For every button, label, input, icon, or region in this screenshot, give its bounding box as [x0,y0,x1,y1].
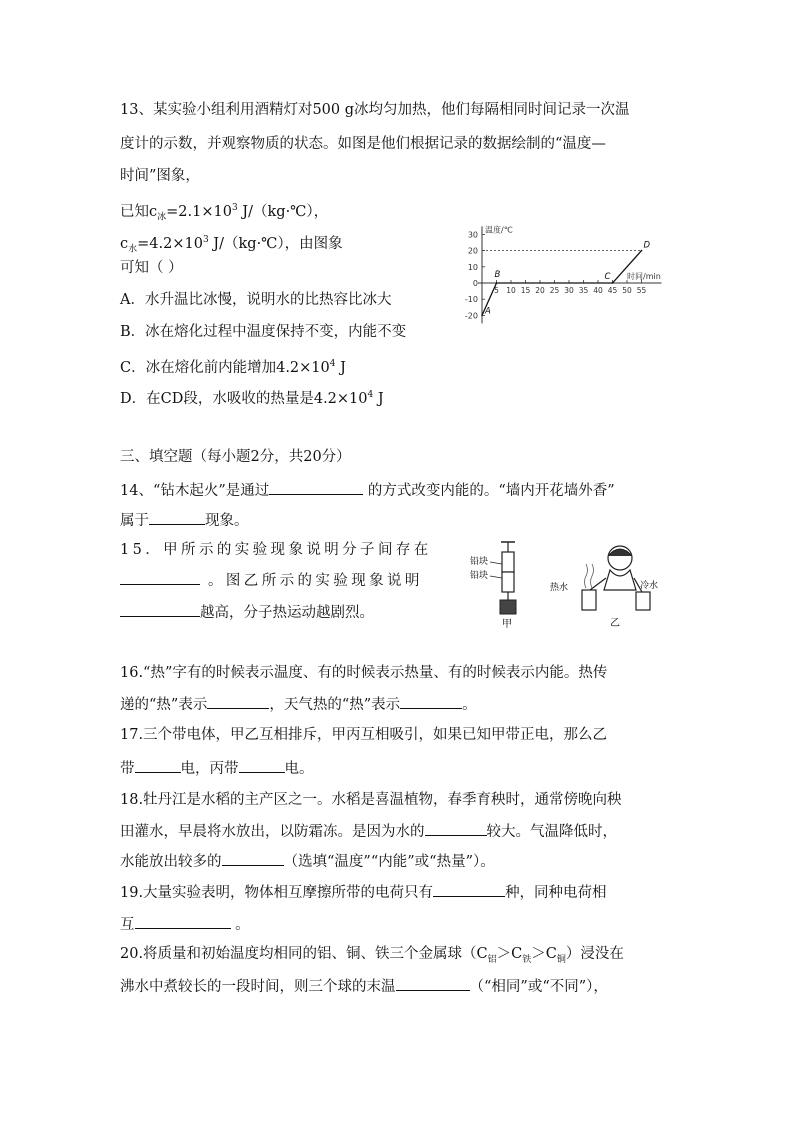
lead-label-1: 铅块 [470,557,489,567]
q15-line1: 15．甲所示的实验现象说明分子间存在 [120,542,432,558]
q13-c-water: $c_水=4.2\times 10^3$ J/（kg·℃），由图象 [120,235,343,255]
q13-line1: 13、某实验小组利用酒精灯对500 g冰均匀加热，他们每隔相同时间记录一次温 [120,102,630,118]
q14-line2: 属于 现象。 [120,510,249,531]
hot-water-cup [582,590,596,610]
lower-lead-block [502,572,514,592]
q15-line2: 。图乙所示的实验现象说明 [120,570,423,591]
q13-line6: 可知（ ） [120,260,183,276]
q18-line3: 水能放出较多的 （选填“温度”“内能”或“热量”）。 [120,851,495,872]
q18-blank-2[interactable] [222,851,284,866]
x-tick-label: 35 [578,286,589,295]
x-tick-label: 15 [520,286,531,295]
temperature-time-chart [452,196,682,340]
q13-option-a: A．水升温比冰慢，说明水的比热容比冰大 [120,292,392,308]
y-axis-label: 温度/℃ [485,225,513,235]
q19-blank-1[interactable] [433,882,505,897]
x-tick-label: 45 [607,286,618,295]
q16-blank-2[interactable] [400,694,462,709]
q15-blank-2[interactable] [120,602,200,617]
point-label-c: C [604,272,611,282]
q19-line2: 互 。 [120,914,250,935]
q15-line3: 越高，分子热运动越剧烈。 [120,602,374,623]
x-tick-label: 25 [549,286,560,295]
lead-label-2: 铅块 [470,571,489,581]
q17-blank-2[interactable] [239,758,285,773]
point-c [612,282,614,284]
q13-option-c: C．冰在熔化前内能增加$4.2\times 10^4$ J [120,359,346,376]
figure-yi-caption: 乙 [610,618,620,628]
x-tick-label: 20 [535,286,545,295]
cold-water-cup [636,592,650,610]
q14-blank-1[interactable] [269,480,363,495]
q17-line2: 带 电，丙带 电。 [120,758,314,779]
q13-line2: 度计的示数，并观察物质的状态。如图是他们根据记录的数据绘制的“温度— [120,136,606,152]
q17-line1: 17.三个带电体，甲乙互相排斥，甲丙互相吸引，如果已知甲带正电，那么乙 [120,727,608,743]
q19-blank-2[interactable] [135,914,231,929]
q20-line1: 20.将质量和初始温度均相同的铝、铜、铁三个金属球$(C_铝>C_铁>C_铜)$浸没在 [120,946,624,965]
q14-blank-2[interactable] [149,510,205,525]
point-label-a: A [485,306,491,317]
y-tick-label: 0 [472,279,478,288]
y-tick-label: 10 [467,262,478,272]
q16-line1: 16.“热”字有的时候表示温度、有的时候表示热量、有的时候表示内能。热传 [120,665,608,681]
upper-lead-block [502,552,514,572]
q16-line2: 递的“热”表示 ，天气热的“热”表示 。 [120,694,477,715]
figure-jia-caption: 甲 [502,619,512,630]
point-d [641,250,643,252]
q16-blank-1[interactable] [207,694,269,709]
hot-water-label: 热水 [550,583,569,593]
q17-blank-1[interactable] [135,758,181,773]
q20-line2: 沸水中煮较长的一段时间，则三个球的末温 （“相同”或“不同”）， [120,976,608,997]
point-label-d: D [643,240,651,251]
q18-blank-1[interactable] [425,821,487,836]
q20-blank-1[interactable] [396,976,470,991]
q18-line2: 田灌水，早晨将水放出，以防霜冻。是因为水的 较大。气温降低时， [120,821,617,842]
x-axis-label: 时间/min [627,272,661,281]
cold-water-label: 冷水 [640,581,659,591]
point-label-b: B [494,270,501,280]
point-b [496,282,498,284]
y-tick-label: 20 [467,246,478,256]
section-3-heading: 三、填空题（每小题2分，共20分） [120,449,351,465]
q13-option-b: B．冰在熔化过程中温度保持不变，内能不变 [120,324,407,340]
x-tick-label: 55 [636,286,647,295]
x-tick-label: 30 [564,286,574,295]
x-tick-label: 5 [494,286,499,295]
q13-option-d: D．在CD段，水吸收的热量是$4.2\times 10^4$ J [120,390,384,407]
x-tick-label: 10 [506,286,516,295]
q15-blank-1[interactable] [120,570,200,585]
q13-c-ice: 已知$c_冰=2.1\times 10^3$ J/（kg·℃）， [120,203,329,223]
lead-blocks-figure [468,538,538,630]
x-tick-label: 40 [593,286,603,295]
point-a [481,315,483,317]
hot-cold-water-figure [548,540,668,628]
q13-line3: 时间”图象， [120,168,200,184]
x-tick-label: 50 [622,286,632,295]
q19-line1: 19.大量实验表明，物体相互摩擦所带的电荷只有 种，同种电荷相 [120,882,607,903]
y-tick-label: -20 [464,311,478,321]
q18-line1: 18.牡丹江是水稻的主产区之一。水稻是喜温植物，春季育秧时，通常傍晚向秧 [120,792,622,808]
y-tick-label: 30 [467,230,478,240]
y-tick-label: -10 [464,295,478,305]
hanging-weight [500,600,516,614]
q14-line1: 14、“钻木起火”是通过 的方式改变内能的。“墙内开花墙外香” [120,480,615,501]
